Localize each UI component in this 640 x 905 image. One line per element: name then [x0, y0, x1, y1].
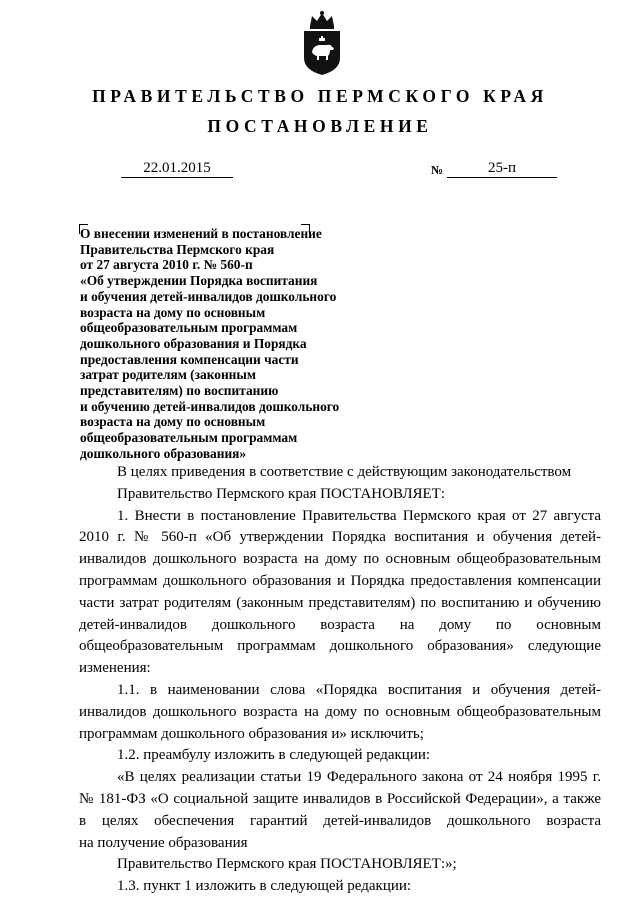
subject-line: дошкольного образования и Порядка — [80, 335, 307, 351]
body-line: в целях обеспечения гарантий детей-инвалидов дошкольного возраста — [79, 812, 601, 829]
body-line: 1. Внести в постановление Правительства Пермского края от 27 августа — [117, 507, 601, 524]
body-line: инвалидов дошкольного возраста на дому по основным общеобразовательным — [79, 551, 601, 568]
body-line: 1.2. преамбулу изложить в следующей редакции: — [117, 747, 431, 764]
body-line: детей-инвалидов дошкольного возраста на дому по основным — [79, 616, 601, 633]
subject-line: Правительства Пермского края — [80, 241, 275, 257]
body-line: 1.3. пункт 1 изложить в следующей редакции: — [117, 878, 412, 895]
document-number: 25-п — [447, 160, 557, 178]
body-line: 1.1. в наименовании слова «Порядка воспитания и обучения детей- — [117, 681, 601, 698]
body-line: Правительство Пермского края ПОСТАНОВЛЯЕТ:»; — [117, 856, 457, 873]
subject-block — [80, 226, 380, 462]
document-type: ПОСТАНОВЛЕНИЕ — [207, 116, 433, 136]
body-line: В целях приведения в соответствие с действующим законодательством — [117, 464, 572, 480]
number-sign: № — [431, 163, 444, 177]
subject-line: от 27 августа 2010 г. № 560-п — [80, 257, 253, 273]
subject-line: представителям) по воспитанию — [80, 383, 279, 399]
subject-line: дошкольного образования» — [80, 445, 247, 461]
body-line: программам дошкольного образования и» исключить; — [79, 725, 424, 742]
subject-line: возраста на дому по основным — [80, 414, 266, 430]
body-text — [79, 462, 601, 898]
body-line: части затрат родителям (законным представителям) по воспитанию и обучению — [79, 594, 601, 611]
document-date: 22.01.2015 — [121, 160, 233, 178]
body-line: на получение образования — [79, 834, 248, 851]
subject-line: предоставления компенсации части — [80, 351, 299, 367]
subject-line: и обучения детей-инвалидов дошкольного — [80, 288, 337, 304]
subject-line: общеобразовательным программам — [80, 430, 298, 446]
body-line: «В целях реализации статьи 19 Федерального закона от 24 ноября 1995 г. — [117, 769, 601, 786]
subject-line: затрат родителям (законным — [80, 367, 256, 383]
body-line: общеобразовательным программам дошкольного образования» следующие — [79, 638, 601, 655]
subject-line: и обучению детей-инвалидов дошкольного — [80, 398, 340, 414]
perm-krai-coat-of-arms-icon — [301, 10, 343, 76]
subject-line: О внесении изменений в постановление — [80, 226, 322, 241]
body-line: изменения: — [79, 660, 151, 677]
body-line: инвалидов дошкольного возраста на дому по основным общеобразовательным — [79, 703, 601, 720]
body-line: № 181-ФЗ «О социальной защите инвалидов в Российской Федерации», а также — [79, 790, 601, 807]
body-line: 2010 г. № 560-п «Об утверждении Порядка воспитания и обучения детей- — [79, 529, 601, 546]
subject-line: общеобразовательным программам — [80, 320, 298, 336]
subject-line: «Об утверждении Порядка воспитания — [80, 273, 318, 289]
body-line: Правительство Пермского края ПОСТАНОВЛЯЕТ: — [117, 485, 446, 502]
body-line: программам дошкольного образования и Порядка предоставления компенсации — [79, 572, 601, 589]
org-title: ПРАВИТЕЛЬСТВО ПЕРМСКОГО КРАЯ — [92, 86, 548, 106]
subject-line: возраста на дому по основным — [80, 304, 266, 320]
